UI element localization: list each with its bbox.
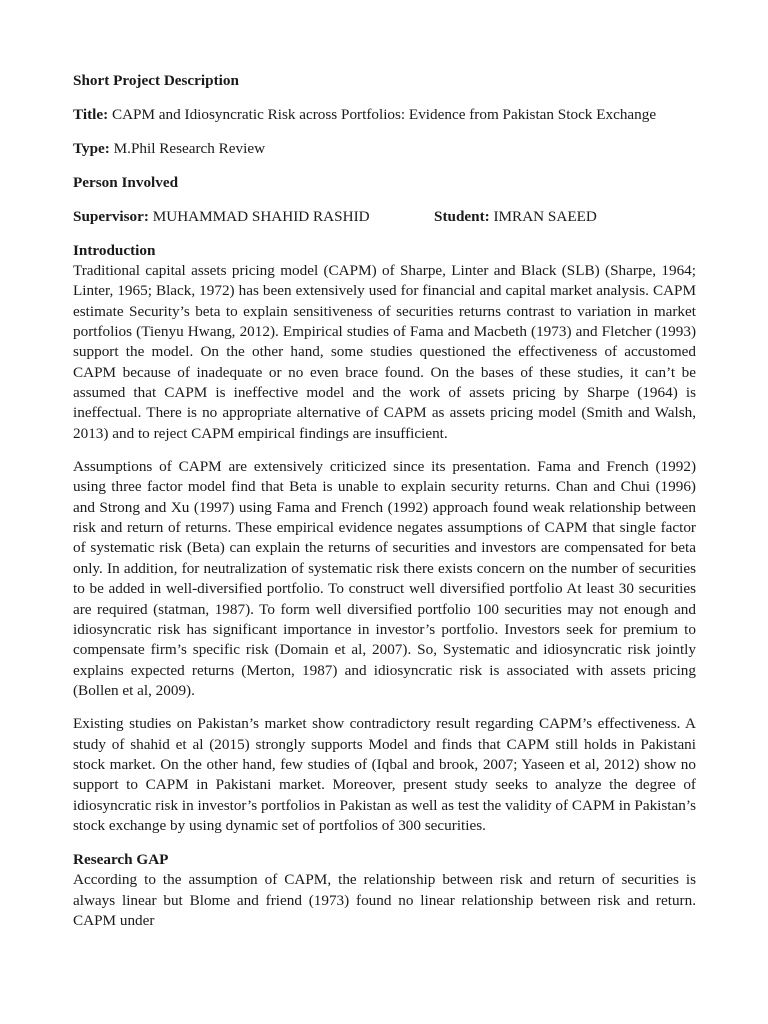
supervisor-block [73, 207, 434, 227]
document-heading: Short Project Description [73, 72, 239, 89]
persons-heading: Person Involved [73, 174, 179, 191]
student-block [434, 207, 597, 227]
type-value: M.Phil Research Review [113, 140, 266, 157]
intro-paragraph-2: Assumptions of CAPM are extensively criticized since its presentation. Fama and French (1992) using three factor model find that Beta is unable to explain security returns. Chan and Chui (1996) and Strong and Xu (1997) using Fama and French (1992) approach found weak relationship between risk and return of returns. These empirical evidence negates assumptions of CAPM that single factor of systematic risk (Beta) can explain the returns of securities and investors are compensated for beta only. In addition, for neutralization of systematic risk there exists concern on the number of securities to be added in well-diversified portfolio. To construct well diversified portfolio At least 30 securities are required (statman, 1987). To form well diversified portfolio 100 securities may not enough and idiosyncratic risk has significant importance in investor’s portfolio. Investors seek for premium to compensate firm’s specific risk (Domain et al, 2007). So, Systematic and idiosyncratic risk jointly explains expected returns (Merton, 1987) and idiosyncratic risk is associated with assets pricing (Bollen et al, 2009). [73, 458, 696, 699]
supervisor-label: Supervisor: [73, 208, 149, 225]
title-line [73, 105, 696, 125]
introduction-heading: Introduction [73, 242, 156, 259]
intro-paragraph-3: Existing studies on Pakistan’s market show contradictory result regarding CAPM’s effectiveness. A study of shahid et al (2015) strongly supports Model and finds that CAPM still holds in Pakistani stock market. On the other hand, few studies of (Iqbal and brook, 2007; Yaseen et al, 2012) show no support to CAPM in Pakistani market. Moreover, present study seeks to analyze the degree of idiosyncratic risk in investor’s portfolios in Pakistan as well as test the validity of CAPM in Pakistan’s stock exchange by using dynamic set of portfolios of 300 securities. [73, 715, 696, 834]
supervisor-value: MUHAMMAD SHAHID RASHID [152, 208, 370, 225]
intro-paragraph-1: Traditional capital assets pricing model (CAPM) of Sharpe, Linter and Black (SLB) (Sharpe, 1964; Linter, 1965; Black, 1972) has been extensively used for financial and capital market analysis. CAPM estimate Security’s beta to explain sensitiveness of securities returns contrast to variation in market portfolios (Tienyu Hwang, 2012). Empirical studies of Fama and Macbeth (1973) and Fletcher (1993) support the model. On the other hand, some studies questioned the effectiveness of accustomed CAPM because of inadequate or no even brace found. On the bases of these studies, it can’t be assumed that CAPM is ineffective model and the work of assets pricing by Sharpe (1964) is ineffectual. There is no appropriate alternative of CAPM as assets pricing model (Smith and Walsh, 2013) and to reject CAPM empirical findings are insufficient. [73, 262, 696, 442]
title-label: Title: [73, 106, 109, 123]
type-label: Type: [73, 140, 110, 157]
student-label: Student: [434, 208, 490, 225]
type-line [73, 139, 696, 159]
student-value: IMRAN SAEED [493, 208, 597, 225]
research-gap-heading: Research GAP [73, 851, 169, 869]
people-line [73, 207, 696, 227]
title-value: CAPM and Idiosyncratic Risk across Portfolios: Evidence from Pakistan Stock Exchange [111, 106, 657, 123]
research-gap-paragraph: According to the assumption of CAPM, the relationship between risk and return of securities is always linear but Blome and friend (1973) found no linear relationship between risk and return. CAPM under [73, 871, 696, 929]
